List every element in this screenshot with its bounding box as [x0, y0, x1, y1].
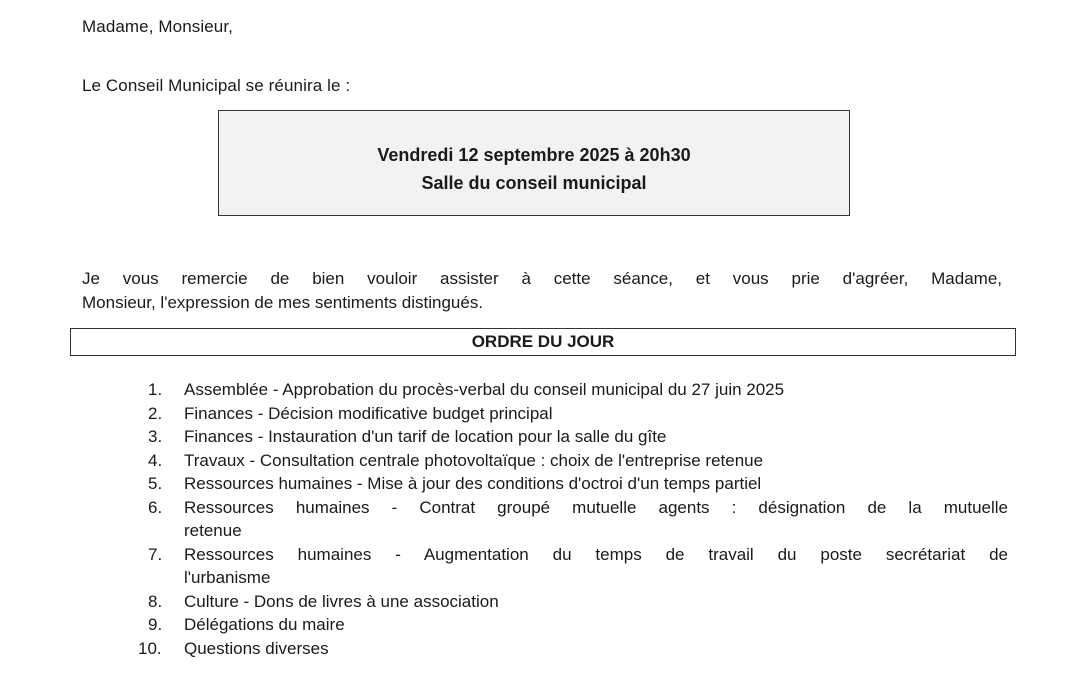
agenda-item [148, 402, 1008, 426]
agenda-title: ORDRE DU JOUR [70, 328, 1016, 356]
agenda-item-number: 9. [148, 615, 163, 634]
meeting-date-time: Vendredi 12 septembre 2025 à 20h30 [377, 145, 691, 165]
agenda-item-text-line-2: l'urbanisme [184, 568, 271, 587]
agenda-item-number: 6. [148, 497, 163, 517]
agenda-item [148, 590, 1008, 614]
intro-text: Le Conseil Municipal se réunira le : [82, 76, 351, 95]
agenda-item-text-line-1: Ressources humaines - Augmentation du temps de travail du poste secrétariat de [184, 544, 1008, 564]
closing-line-1: Je vous remercie de bien vouloir assister à cette séance, et vous prie d'agréer, Madame, [82, 269, 1002, 288]
agenda-item-text: Assemblée - Approbation du procès-verbal du conseil municipal du 27 juin 2025 [184, 380, 785, 399]
salutation: Madame, Monsieur, [82, 17, 233, 36]
agenda-item [148, 425, 1008, 449]
agenda-item-number: 1. [148, 380, 163, 399]
agenda-item-text: Ressources humaines - Mise à jour des conditions d'octroi d'un temps partiel [184, 474, 762, 493]
agenda-item [148, 472, 1008, 496]
meeting-info-box [218, 110, 850, 216]
agenda-item-text: Délégations du maire [184, 615, 345, 634]
agenda-item-text: Questions diverses [184, 638, 329, 658]
agenda-item [148, 613, 1008, 637]
agenda-item-text-line-1: Ressources humaines - Contrat groupé mutuelle agents : désignation de la mutuelle [184, 497, 1008, 517]
agenda-item [148, 496, 1008, 543]
meeting-place: Salle du conseil municipal [421, 173, 647, 193]
agenda-list [138, 378, 1008, 660]
agenda-item-text-line-2: retenue [184, 521, 242, 540]
agenda-item-text [184, 543, 1008, 590]
agenda-item [148, 449, 1008, 473]
closing-line-2: Monsieur, l'expression de mes sentiments distingués. [82, 293, 484, 312]
agenda-item-number: 8. [148, 591, 163, 611]
agenda-item-number: 3. [148, 427, 163, 446]
agenda-item-number: 7. [148, 544, 163, 564]
agenda-item [138, 637, 1008, 661]
agenda-item-number: 10. [138, 638, 162, 658]
agenda-item [148, 378, 1008, 402]
closing-paragraph [82, 267, 1002, 315]
agenda-item-number: 4. [148, 450, 163, 470]
agenda-item-text: Culture - Dons de livres à une association [184, 591, 499, 611]
agenda-item-number: 2. [148, 403, 163, 423]
agenda-item-text [184, 496, 1008, 543]
agenda-item-text: Travaux - Consultation centrale photovoltaïque : choix de l'entreprise retenue [184, 450, 764, 470]
agenda-item [148, 543, 1008, 590]
agenda-item-text: Finances - Décision modificative budget principal [184, 403, 553, 423]
agenda-item-number: 5. [148, 474, 163, 493]
agenda-item-text: Finances - Instauration d'un tarif de location pour la salle du gîte [184, 427, 667, 446]
